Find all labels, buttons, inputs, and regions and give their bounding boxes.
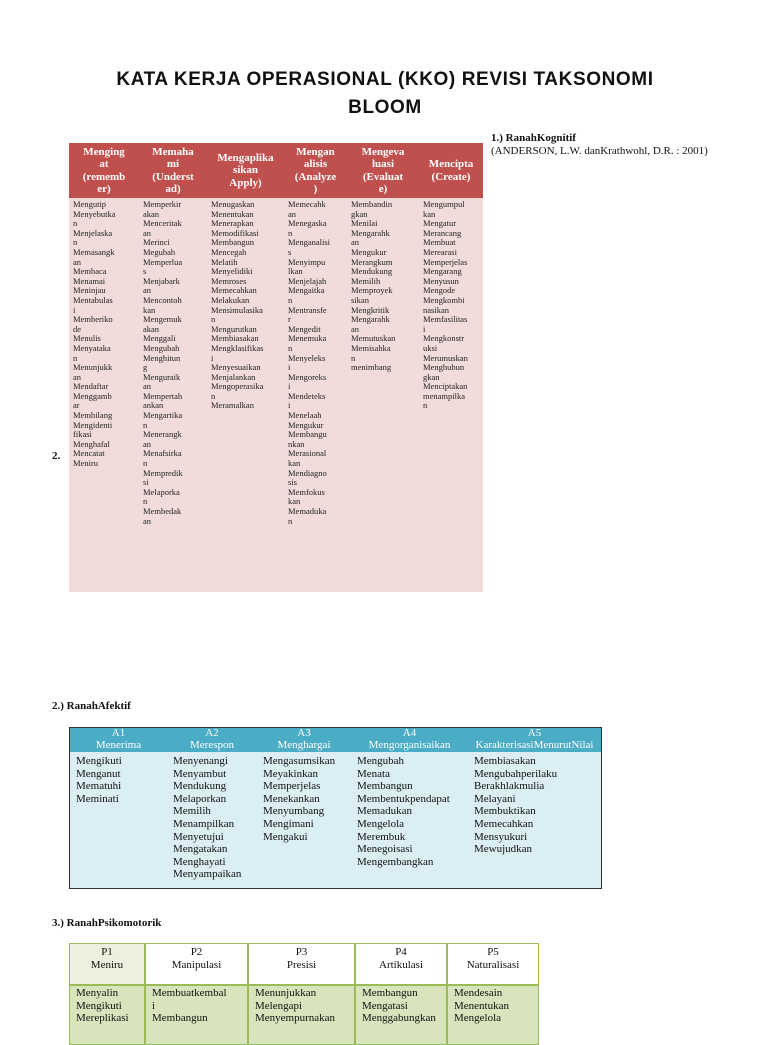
cognitive-verb: nasikan [423,304,449,315]
cognitive-verb: gkan [423,371,440,382]
psychomotor-verb: Menyempurnakan [255,1012,336,1025]
cognitive-verb: Mengode [423,285,456,296]
cognitive-verb: Memisahka [351,342,391,353]
psychomotor-verb: Membangun [152,1012,208,1025]
affective-verb: Mengasumsikan [263,755,336,767]
cognitive-verb: Mengedit [288,323,321,334]
cognitive-verb: Mengukur [288,419,324,430]
cognitive-verb: Mentabulas [73,294,113,305]
cognitive-verb: Memfasilitas [423,314,468,325]
cognitive-table-header [69,143,483,198]
cognitive-verb: Menafsirka [143,448,182,459]
cognitive-verb: i [423,323,426,334]
cognitive-column-4 [288,200,347,526]
cognitive-verb: n [211,390,216,401]
affective-verb: Mendukung [173,780,227,793]
page-title [60,66,710,122]
affective-header-code: A5 [527,727,542,739]
cognitive-verb: Meniru [73,458,99,469]
cognitive-verb: kan [288,496,301,507]
cognitive-column-3 [211,200,284,411]
psychomotor-verb: Menggabungkan [362,1012,436,1025]
affective-column-5 [474,755,601,856]
cognitive-verb: an [143,227,152,238]
cognitive-verb: Memperkir [143,199,182,209]
cognitive-verb: Memfokus [288,486,325,497]
affective-verb: Mengimani [263,817,314,830]
cognitive-verb: Membangu [288,429,327,440]
affective-verb: Menekankan [263,792,320,805]
cognitive-verb: s [288,246,292,257]
affective-header-name: KarakterisasiMenurutNilai [475,738,594,751]
affective-verb: Mengelola [357,817,405,830]
psychomotor-table [69,943,539,1033]
cognitive-verb: Mengumpul [423,199,465,209]
psychomotor-verb: Melengapi [255,999,303,1012]
cognitive-verb: Memadukа [288,506,327,516]
cognitive-verb: Melakukan [211,294,250,305]
affective-verb: Berakhlakmulia [474,780,545,793]
cognitive-verb: fikasi [73,429,92,440]
cognitive-verb: ar [73,400,80,411]
cognitive-column-2 [143,200,207,526]
cognitive-verb: Melatih [211,256,238,267]
cognitive-verb: Meninjau [73,285,106,296]
cognitive-table [69,143,483,592]
cognitive-verb: Memecahkan [211,285,257,296]
affective-table-header [70,728,601,752]
cognitive-verb: Menyesuaikan [211,362,261,373]
row-number: 2. [52,450,61,462]
cognitive-verb: Merumuskan [423,352,468,363]
cognitive-verb: akan [143,323,160,334]
cognitive-verb: de [73,323,82,334]
affective-verb: Merembuk [357,830,406,843]
cognitive-verb: Mengoperasika [211,381,264,392]
affective-verb: Melayani [474,792,516,805]
title-line-2: BLOOM [348,97,422,118]
cognitive-verb: nkan [288,438,305,449]
psychomotor-header-name: Manipulasi [171,959,222,971]
affective-verb: Menyambut [173,767,227,780]
cognitive-header-5 [347,143,419,198]
cognitive-verb: Mengaitka [288,285,325,296]
cognitive-header-1 [69,143,139,198]
psychomotor-header-2 [145,943,248,985]
cognitive-verb: Memasangk [73,246,115,257]
psychomotor-column-4 [355,985,447,1045]
psychomotor-header-code: P5 [487,946,499,958]
cognitive-verb: Menceritak [143,218,182,229]
psychomotor-header-code: P2 [190,946,203,958]
cognitive-verb: Mencatat [73,448,105,459]
cognitive-verb: Menulis [73,333,101,344]
cognitive-verb: Menentukan [211,208,254,219]
cognitive-verb: Melaporka [143,486,180,497]
psychomotor-verb: i [152,999,156,1012]
psychomotor-verb: Menunjukkan [255,987,317,999]
cognitive-verb: Mengkonstr [423,333,465,344]
cognitive-verb: n [423,400,428,411]
psychomotor-column-2 [145,985,248,1045]
cognitive-verb: an [73,256,82,267]
cognitive-verb: menimbang [351,362,392,373]
cognitive-column-6 [423,200,483,411]
affective-verb: Melaporkan [173,792,227,805]
cognitive-verb: Mengatur [423,218,457,229]
psychomotor-header-code: P1 [101,946,113,958]
cognitive-verb: Menyimpu [288,256,326,267]
cognitive-verb: Mempertah [143,390,183,401]
affective-verb: Mematuhi [76,780,122,793]
cognitive-header-text: Memaha mi (Underst ad) [152,145,194,195]
affective-header-1 [70,728,167,752]
cognitive-verb: an [351,323,360,334]
cognitive-verb: Menyelidiki [211,266,253,277]
cognitive-verb: menampilka [423,390,466,401]
cognitive-verb: Mensimulasika [211,304,263,315]
cognitive-verb: Mengarahk [351,227,390,238]
cognitive-verb: i [211,352,214,363]
cognitive-verb: n [288,515,293,526]
cognitive-verb: Mengklasifikas [211,342,264,353]
cognitive-verb: lkan [288,266,303,277]
affective-verb: Membiasakan [474,755,536,767]
affective-verb: Membangun [357,780,413,793]
psychomotor-verb: Menyalin [76,987,119,999]
affective-verb: Menampilkan [173,817,235,830]
cognitive-verb: Memperluа [143,256,183,267]
cognitive-verb: Menerapkan [211,218,254,229]
cognitive-column-5 [351,200,419,373]
cognitive-verb: Mengarahk [351,314,390,325]
cognitive-verb: gkan [351,208,368,219]
cognitive-verb: Memecahk [288,199,326,209]
cognitive-verb: n [288,342,293,353]
psychomotor-verb: Mendesain [454,987,503,999]
cognitive-verb: Menganalisi [288,237,331,248]
cognitive-verb: Megubah [143,246,176,257]
cognitive-header-text: Mengeva luasi (Evaluat e) [361,145,405,195]
cognitive-verb: an [143,285,152,296]
cognitive-verb: Menguraik [143,371,181,382]
psychomotor-verb: Membuatkembal [152,987,227,999]
cognitive-verb: Mendukung [351,266,393,277]
affective-verb: Mengikuti [76,755,122,767]
cognitive-verb: n [211,314,216,325]
psychomotor-verb: Membangun [362,987,418,999]
title-line-1: KATA KERJA OPERASIONAL (KKO) REVISI TAKSONOMI [116,69,654,90]
cognitive-header-6 [419,143,483,198]
affective-verb: Menghayati [173,855,226,868]
affective-header-name: Menghargai [277,738,331,751]
cognitive-verb: n [143,419,148,430]
affective-column-3 [263,755,351,843]
cognitive-verb: n [351,352,356,363]
cognitive-verb: Mengidenti [73,419,113,430]
psychomotor-verb: Mengatasi [362,999,408,1012]
psychomotor-header-name: Presisi [286,959,317,971]
cognitive-verb: Mendeteks [288,390,326,401]
affective-heading: 2.) RanahAfektif [52,700,131,712]
affective-verb: Menganut [76,767,121,780]
psychomotor-header-name: Naturalisasi [466,959,520,971]
cognitive-verb: Menggali [143,333,176,344]
cognitive-verb: Mempredik [143,467,183,478]
affective-header-5 [468,728,601,752]
cognitive-verb: Mendaftar [73,381,109,392]
cognitive-verb: Mengutip [73,199,107,209]
cognitive-verb: Mencegah [211,246,247,257]
cognitive-verb: Memroses [211,275,247,286]
affective-verb: Mengakui [263,830,308,843]
cognitive-verb: Menjelajah [288,275,327,286]
cognitive-verb: sikan [351,294,369,305]
psychomotor-verb: Menentukan [454,999,509,1012]
cognitive-verb: akan [143,208,160,219]
psychomotor-header-5 [447,943,539,985]
cognitive-header-4 [284,143,347,198]
psychomotor-column-3 [248,985,355,1045]
affective-verb: Mengubah [357,755,405,767]
cognitive-verb: Mengarang [423,266,462,277]
cognitive-verb: Merancang [423,227,462,238]
psychomotor-verb: Mengikuti [76,999,122,1012]
psychomotor-header-code: P4 [395,946,407,958]
affective-verb: Memperjelas [263,780,321,793]
cognitive-reference: (ANDERSON, L.W. danKrathwohl, D.R. : 2001) [491,145,708,157]
cognitive-verb: an [288,208,297,219]
cognitive-verb: Menegaska [288,218,327,229]
cognitive-verb: Menyeleks [288,352,326,363]
cognitive-section-label [491,132,721,158]
psychomotor-header-3 [248,943,355,985]
affective-column-1 [76,755,167,805]
cognitive-verb: Memilih [351,275,381,286]
affective-header-name: Merespon [190,738,234,751]
cognitive-verb: Menghitun [143,352,181,363]
cognitive-verb: Merangkum [351,256,393,267]
cognitive-verb: Mengartika [143,410,183,421]
cognitive-verb: Membandin [351,199,393,209]
cognitive-verb: Menyusun [423,275,459,286]
affective-verb: Menegoisasi [357,843,413,856]
cognitive-verb: Menunjukk [73,362,113,373]
cognitive-verb: n [73,218,78,229]
affective-verb: Mengatakan [173,843,228,856]
affective-header-name: Menerima [95,738,142,751]
cognitive-verb: Menggamb [73,390,112,401]
psychomotor-header-name: Artikulasi [379,959,423,971]
cognitive-verb: n [288,227,293,238]
cognitive-verb: uksi [423,342,438,353]
cognitive-verb: kan [423,208,436,219]
cognitive-header-text: Mencipta (Create) [428,158,474,183]
cognitive-verb: Menilai [351,218,378,229]
affective-verb: Menyumbang [263,805,325,818]
cognitive-verb: Menjelaska [73,227,113,238]
cognitive-verb: Menjabark [143,275,180,286]
affective-verb: Memadukan [357,805,412,818]
cognitive-verb: Menemuka [288,333,327,344]
affective-header-2 [167,728,257,752]
cognitive-verb: Menyebutka [73,208,116,219]
affective-column-2 [173,755,257,881]
cognitive-verb: Mengkombi [423,294,465,305]
affective-header-3 [257,728,351,752]
psychomotor-heading: 3.) RanahPsikomotorik [52,917,162,929]
psychomotor-verb: Mereplikasi [76,1012,129,1025]
cognitive-verb: an [351,237,360,248]
cognitive-verb: Memproyek [351,285,393,296]
cognitive-header-text: Mengaplika sikan Apply) [217,151,274,189]
cognitive-verb: Menamai [73,275,106,286]
cognitive-verb: an [143,515,152,526]
cognitive-verb: Membilang [73,410,113,421]
affective-header-code: A3 [297,727,311,739]
cognitive-header-2 [139,143,207,198]
cognitive-verb: i [288,362,291,373]
affective-header-4 [351,728,468,752]
cognitive-verb: Mengurutkan [211,323,257,334]
cognitive-verb: Mengubah [143,342,180,353]
psychomotor-header-name: Meniru [90,959,124,971]
cognitive-verb: kan [143,304,156,315]
affective-verb: Mewujudkan [474,843,533,856]
affective-header-code: A1 [111,727,126,739]
cognitive-verb: Membangun [211,237,254,248]
cognitive-verb: Menjalankan [211,371,256,382]
cognitive-verb: Menugaskan [211,199,255,209]
cognitive-verb: Mendiagno [288,467,327,478]
cognitive-verb: Menghafal [73,438,110,449]
affective-verb: Mengubahperilaku [474,767,558,780]
cognitive-verb: Membuat [423,237,456,248]
cognitive-verb: sis [288,477,297,488]
cognitive-verb: Mengukur [351,246,387,257]
affective-verb: Menyetujui [173,830,224,843]
affective-header-code: A2 [205,727,219,739]
affective-verb: Meminati [76,792,119,805]
cognitive-verb: Mengoreks [288,371,327,382]
affective-verb: Mengembangkan [357,855,434,868]
cognitive-verb: Membedak [143,506,182,516]
cognitive-verb: Menyataka [73,342,111,353]
cognitive-verb: Menghubun [423,362,465,373]
cognitive-verb: Menelaah [288,410,322,421]
cognitive-verb: Menciptakan [423,381,468,392]
cognitive-verb: Merasional [288,448,327,459]
cognitive-verb: i [288,381,291,392]
cognitive-heading: 1.) RanahKognitif [491,132,576,144]
psychomotor-column-5 [447,985,539,1045]
cognitive-column-1 [73,200,139,469]
psychomotor-header-4 [355,943,447,985]
affective-verb: Memecahkan [474,817,534,830]
psychomotor-header-1 [69,943,145,985]
psychomotor-column-1 [69,985,145,1045]
cognitive-verb: Mengemuk [143,314,182,325]
cognitive-verb: s [143,266,147,277]
cognitive-header-text: Menging at (rememb er) [82,145,126,195]
cognitive-header-3 [207,143,284,198]
cognitive-verb: Memodifikasi [211,227,259,238]
cognitive-verb: Membiasakan [211,333,259,344]
cognitive-verb: an [143,381,152,392]
affective-verb: Menata [357,767,390,780]
affective-column-4 [357,755,468,868]
cognitive-verb: Memperjelas [423,256,468,267]
affective-verb: Menyampaikan [173,868,242,881]
affective-table [69,727,602,889]
cognitive-verb: n [143,496,148,507]
cognitive-verb: kan [288,458,301,469]
cognitive-header-text: Mengan alisis (Analyze ) [294,145,337,195]
cognitive-verb: an [143,438,152,449]
affective-verb: Menyenangi [173,755,228,767]
cognitive-verb: Merinci [143,237,170,248]
affective-verb: Memilih [173,805,211,818]
cognitive-verb: Mencontoh [143,294,182,305]
cognitive-verb: n [143,458,148,469]
psychomotor-verb: Mengelola [454,1012,502,1025]
cognitive-verb: i [288,400,291,411]
cognitive-verb: n [288,294,293,305]
affective-verb: Membuktikan [474,805,536,818]
affective-verb: Membentukpendapat [357,792,450,805]
cognitive-verb: si [143,477,149,488]
cognitive-verb: an [73,371,82,382]
cognitive-verb: i [73,304,76,315]
cognitive-verb: Mengkritik [351,304,390,315]
affective-header-name: Mengorganisaikan [368,738,451,751]
cognitive-verb: Menerangk [143,429,182,440]
cognitive-verb: n [73,237,78,248]
cognitive-verb: Membaca [73,266,107,277]
cognitive-verb: Merearasi [423,246,457,257]
cognitive-verb: n [73,352,78,363]
cognitive-verb: Memutuskan [351,333,396,344]
cognitive-verb: r [288,314,291,325]
cognitive-verb: Mentransfe [288,304,327,315]
affective-verb: Meyakinkan [263,767,318,780]
cognitive-verb: ankan [143,400,164,411]
affective-verb: Mensyukuri [474,830,528,843]
psychomotor-header-code: P3 [295,946,308,958]
cognitive-verb: g [143,362,148,373]
affective-header-code: A4 [402,727,417,739]
cognitive-verb: Memberiko [73,314,113,325]
cognitive-verb: Meramalkan [211,400,254,411]
